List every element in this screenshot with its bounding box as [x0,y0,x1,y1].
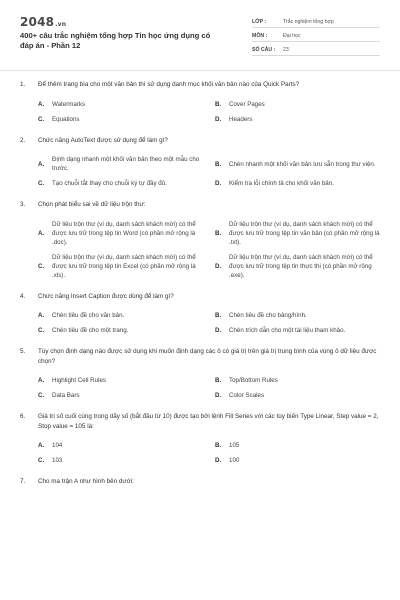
answer-option[interactable] [215,391,384,400]
option-text: Chèn tiêu đề cho một trang. [52,327,129,334]
option-text: 103 [52,457,63,464]
answer-option[interactable] [215,376,384,385]
option-letter: C. [38,262,45,270]
document-meta [252,14,380,56]
question-1 [20,80,384,124]
option-letter: A. [38,229,45,237]
answer-option[interactable] [215,253,384,280]
question-5 [20,347,384,400]
option-letter: B. [215,312,222,319]
question-stem [20,347,384,366]
option-text: Cover Pages [229,100,265,108]
option-text: Chèn trích dẫn cho một tài liệu tham khảo. [229,327,346,334]
question-number: 7. [20,478,26,485]
answer-option[interactable] [38,155,207,173]
question-number: 6. [20,413,26,420]
question-number: 2. [20,136,26,144]
option-letter: C. [38,327,45,334]
answer-option[interactable] [38,376,207,385]
option-letter: B. [215,160,222,168]
question-stem [20,292,384,302]
answer-option[interactable] [215,456,384,465]
answer-option[interactable] [215,441,384,450]
question-stem [20,412,384,431]
option-letter: D. [215,392,222,399]
option-letter: B. [215,100,222,108]
header-divider [0,70,400,71]
answer-options [20,376,384,400]
option-text: Chèn nhanh một khối văn bản lưu sẵn trong thư viện. [229,160,376,168]
question-text: Chức năng Insert Caption được dùng để làm gì? [38,292,174,300]
answer-option[interactable] [215,100,384,109]
answer-options [20,100,384,124]
question-6 [20,412,384,465]
question-list [20,80,384,499]
option-letter: B. [215,377,222,384]
question-stem [20,136,384,146]
answer-option[interactable] [38,441,207,450]
meta-row-count [252,42,380,56]
question-text: Chọn phát biểu sai về dữ liệu trộn thư: [38,201,146,208]
meta-row-class [252,14,380,28]
option-text: Headers [229,115,253,123]
option-text: Equations [52,115,80,123]
question-text: Để thêm trang bìa cho một văn bản thì sử dụng danh mục khối văn bản nào của Quick Parts? [38,81,300,88]
option-letter: C. [38,457,45,464]
document-title: 400+ câu trắc nghiệm tổng hợp Tin học ứng dụng có đáp án - Phần 12 [20,31,211,50]
answer-option[interactable] [38,391,207,400]
option-letter: D. [215,180,222,187]
option-text: Tạo chuỗi tắt thay cho chuỗi ký tự đầy đủ. [52,180,167,187]
option-letter: D. [215,115,222,123]
option-text: Color Scales [229,392,265,399]
answer-options [20,220,384,280]
option-letter: D. [215,327,222,334]
option-text: Dữ liệu trộn thư (ví dụ, danh sách khách mời) có thể được lưu trữ trong tệp tin văn bản (có phần mở rộng là .txt). [229,220,380,246]
option-letter: A. [38,377,45,384]
option-letter: D. [215,457,222,464]
option-letter: B. [215,229,222,237]
option-text: Dữ liệu trộn thư (ví dụ, danh sách khách mời) có thể được lưu trữ trong tệp tin thực thi (có phần mở rộng .exe). [229,253,373,279]
answer-options [20,155,384,188]
question-number: 3. [20,201,26,208]
question-text: Giá trị số cuối cùng trong dãy số (bắt đầu từ 10) được tạo bởi lệnh Fill Series với các tùy biến Type Linear, Step value = 2, Stop value = 105 là: [38,413,379,430]
answer-option[interactable] [215,179,384,188]
answer-option[interactable] [38,179,207,188]
option-text: Định dạng nhanh một khối văn bản theo một mẫu cho trước. [52,156,200,172]
logo-text: 2048 [20,15,55,29]
answer-option[interactable] [38,100,207,109]
option-letter: C. [38,180,45,187]
answer-option[interactable] [215,311,384,320]
meta-value: 23 [283,47,289,53]
option-letter: A. [38,442,45,449]
answer-option[interactable] [38,311,207,320]
question-3 [20,200,384,280]
option-text: 105 [229,442,240,449]
answer-option[interactable] [38,326,207,335]
question-stem [20,80,384,90]
question-number: 4. [20,292,26,300]
option-text: Top/Bottom Rules [229,377,278,384]
logo-suffix: .vn [55,21,67,28]
option-letter: A. [38,312,45,319]
question-stem [20,477,384,487]
answer-options [20,311,384,335]
option-text: Chèn tiêu đề cho văn bản. [52,312,125,319]
answer-options [20,441,384,465]
option-text: 104 [52,442,63,449]
option-text: Watermarks [52,100,86,108]
option-letter: A. [38,100,45,108]
question-2 [20,136,384,189]
option-text: Highlight Cell Rules [52,377,106,384]
option-letter: D. [215,262,222,270]
option-text: Data Bars [52,392,80,399]
option-letter: A. [38,160,45,168]
answer-option[interactable] [38,115,207,124]
question-number: 1. [20,81,26,88]
answer-option[interactable] [38,456,207,465]
question-4 [20,292,384,336]
meta-key: LỚP : [252,19,267,25]
option-text: Kiểm tra lỗi chính tả cho khối văn bản. [229,180,334,187]
option-letter: C. [38,392,45,399]
question-number: 5. [20,348,26,355]
answer-option[interactable] [215,115,384,124]
question-7 [20,477,384,487]
question-text: Tùy chọn định dạng nào được sử dụng khi muốn định dạng các ô có giá trị trên giá trị trung bình của vùng ô dữ liệu được chọn? [38,348,377,365]
option-text: Dữ liệu trộn thư (ví dụ, danh sách khách mời) có thể được lưu trữ trong tệp tin Excel (có phần mở rộng là .xls). [52,253,196,279]
meta-row-subject [252,28,380,42]
question-text: Chức năng AutoText được sử dụng để làm gì? [38,136,168,144]
answer-option[interactable] [215,220,384,247]
option-text: Chèn tiêu đề cho bảng/hình. [229,312,307,319]
meta-value: Đại học [283,33,301,39]
meta-key: MÔN : [252,33,268,39]
question-stem [20,200,384,210]
option-letter: C. [38,115,45,123]
option-letter: B. [215,442,222,449]
answer-option[interactable] [215,326,384,335]
question-text: Cho ma trận A như hình bên dưới: [38,478,134,485]
option-text: 100 [229,457,240,464]
answer-option[interactable] [215,155,384,173]
site-logo[interactable] [20,15,66,29]
meta-key: SỐ CÂU : [252,47,276,53]
option-text: Dữ liệu trộn thư (ví dụ, danh sách khách mời) có thể được lưu trữ trong tệp tin Word (có phần mở rộng là .doc). [52,220,196,246]
answer-option[interactable] [38,253,207,280]
answer-option[interactable] [38,220,207,247]
meta-value: Trắc nghiệm tổng hợp [283,19,334,25]
